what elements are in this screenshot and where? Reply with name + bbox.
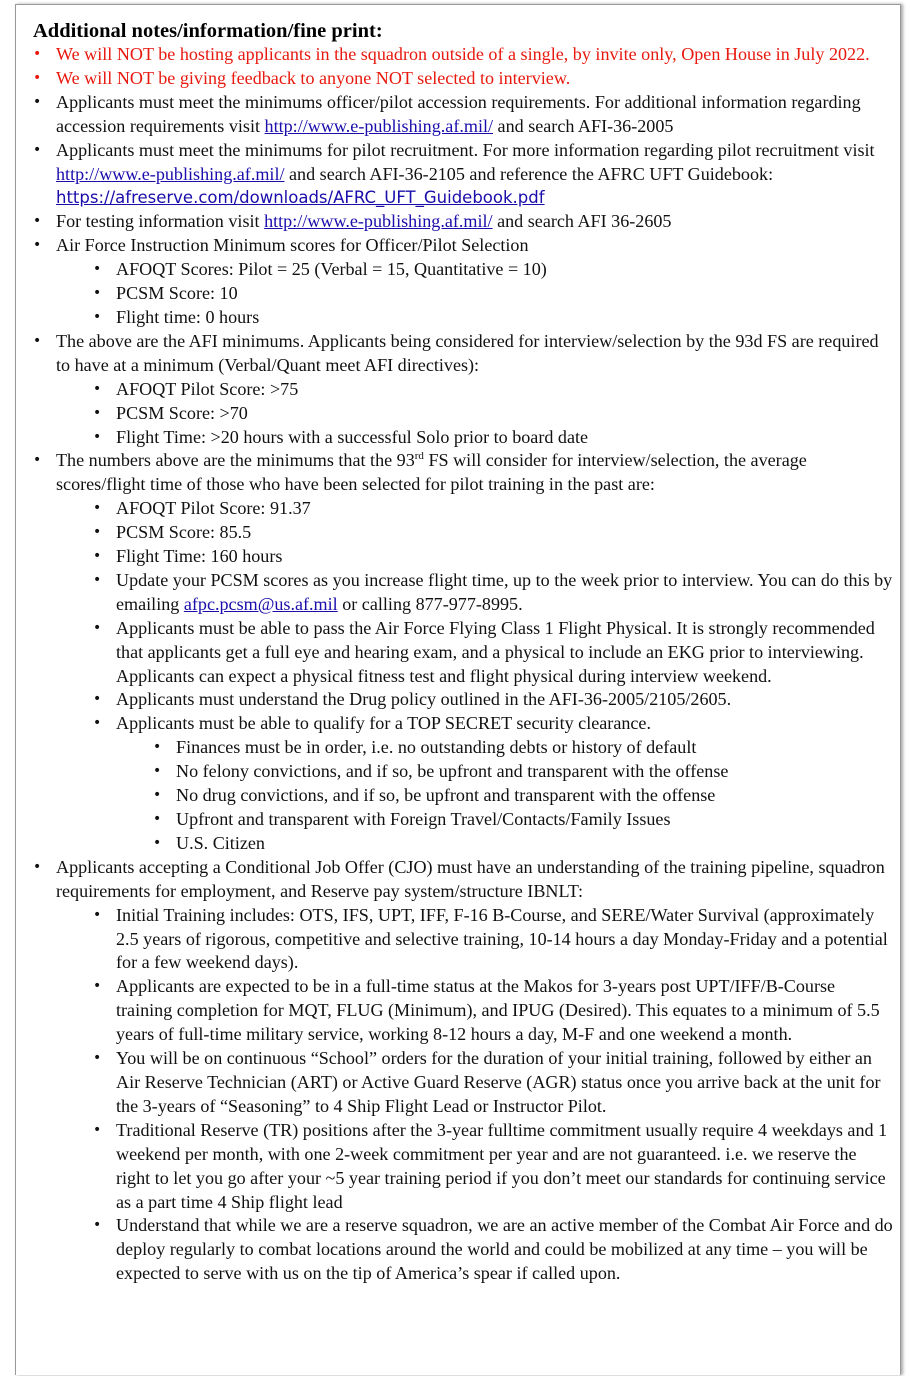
ordinal-suffix: rd [414,450,424,463]
sub-item: • Traditional Reserve (TR) positions after the 3-year fulltime commitment usually require 4 weekdays and 1 weekend per month, with one 2-week commitment per year and are not guaranteed. i.e. we reserve the right to let you go after your ~5 year training period if you don’t meet our standards for continuing service as a part time 4 Ship flight lead [33,1119,895,1215]
sub-item: • Applicants are expected to be in a full-time status at the Makos for 3-years post UPT/IFF/B-Course training completion for MQT, FLUG (Minimum), and IPUG (Desired). This equates to a minimum of 5.5 years of full-time military service, working 8-12 hours a day, M-F and one weekend a month. [33,975,895,1047]
sub-sub-item: • No drug convictions, and if so, be upfront and transparent with the offense [33,784,895,808]
item-text: For testing information visit [56,211,265,232]
list-item-average-scores [33,449,895,855]
sub-item: • PCSM Score: >70 [33,402,895,426]
sub-item-pcsm-update [33,569,895,617]
sub-item: • AFOQT Scores: Pilot = 25 (Verbal = 15, Quantitative = 10) [33,258,895,282]
item-text: Applicants must meet the minimums for pilot recruitment. For more information regarding pilot recruitment visit [56,139,875,160]
item-text: or calling 877-977-8995. [337,593,523,614]
sub-sub-item: • Finances must be in order, i.e. no outstanding debts or history of default [33,736,895,760]
document-page [15,4,901,1375]
sub-sub-item: • No felony convictions, and if so, be upfront and transparent with the offense [33,760,895,784]
list-item-testing [33,210,895,234]
notice-no-feedback: • We will NOT be giving feedback to anyone NOT selected to interview. [33,67,895,91]
item-text: Air Force Instruction Minimum scores for Officer/Pilot Selection [56,235,529,256]
uft-guidebook-link[interactable]: https://afreserve.com/downloads/AFRC_UFT_Guidebook.pdf [56,188,545,208]
sub-item: • Flight Time: 160 hours [33,545,895,569]
sub-item-drug-policy: • Applicants must understand the Drug policy outlined in the AFI-36-2005/2105/2605. [33,688,895,712]
93d-minimums-sublist [56,378,895,450]
item-text: FS will consider for interview/selection, the average scores/flight time of those who have been selected for pilot training in the past are: [56,450,807,495]
item-text: Applicants must meet the minimums officer/pilot accession requirements. For additional information regarding accession requirements visit [56,91,861,136]
list-item-cjo [33,856,895,1286]
notice-open-house: • We will NOT be hosting applicants in the squadron outside of a single, by invite only, Open House in July 2022. [33,43,895,67]
section-heading: Additional notes/information/fine print: [33,20,383,42]
item-text: Applicants must be able to qualify for a TOP SECRET security clearance. [116,713,651,734]
sub-item: • AFOQT Pilot Score: 91.37 [33,497,895,521]
notes-section [33,19,895,1286]
sub-item: • Flight time: 0 hours [33,306,895,330]
item-text: Update your PCSM scores as you increase flight time, up to the week prior to interview. You can do this by emailing [116,569,893,614]
afi-minimums-sublist [56,258,895,330]
epublishing-link[interactable]: http://www.e-publishing.af.mil/ [264,211,493,232]
sub-item-physical: • Applicants must be able to pass the Air Force Flying Class 1 Flight Physical. It is strongly recommended that applicants get a full eye and hearing exam, and a physical to include an EKG prior to interviewing. Applicants can expect a physical fitness test and flight physical during interview weekend. [33,617,895,689]
item-text: and search AFI 36-2605 [492,211,672,232]
sub-item-security-clearance [33,712,895,855]
sub-item: • Flight Time: >20 hours with a successful Solo prior to board date [33,426,895,450]
sub-item: • Understand that while we are a reserve squadron, we are an active member of the Combat Air Force and do deploy regularly to combat locations around the world and could be mobilized at any time – you will be expected to serve with us on the tip of America’s spear if called upon. [33,1214,895,1286]
sub-item: • Initial Training includes: OTS, IFS, UPT, IFF, F-16 B-Course, and SERE/Water Survival (approximately 2.5 years of rigorous, competitive and selective training, 10-14 hours a day Monday-Friday and a potential for a few weekend days). [33,904,895,976]
sub-item: • You will be on continuous “School” orders for the duration of your initial training, followed by either an Air Reserve Technician (ART) or Active Guard Reserve (AGR) status once you arrive back at the unit for the 3-years of “Seasoning” to 4 Ship Flight Lead or Instructor Pilot. [33,1047,895,1119]
epublishing-link[interactable]: http://www.e-publishing.af.mil/ [264,115,494,136]
sub-item: • AFOQT Pilot Score: >75 [33,378,895,402]
pcsm-email-link[interactable]: afpc.pcsm@us.af.mil [183,593,338,614]
list-item-93d-minimums [33,330,895,450]
sub-item: • PCSM Score: 10 [33,282,895,306]
list-item-afi-minimums [33,234,895,330]
sub-sub-item: • U.S. Citizen [33,832,895,856]
clearance-sublist [116,736,895,856]
item-text: The above are the AFI minimums. Applicants being considered for interview/selection by the 93d FS are required to have at a minimum (Verbal/Quant meet AFI directives): [56,330,879,375]
sub-sub-item: • Upfront and transparent with Foreign Travel/Contacts/Family Issues [33,808,895,832]
epublishing-link[interactable]: http://www.e-publishing.af.mil/ [56,163,285,184]
item-text: and search AFI-36-2105 and reference the AFRC UFT Guidebook: [284,163,774,184]
list-item-pilot-recruitment [33,139,895,211]
average-scores-sublist [56,497,895,856]
item-text: The numbers above are the minimums that the 93 [56,450,415,471]
item-text: and search AFI-36-2005 [493,115,674,136]
list-item-accession [33,91,895,139]
cjo-sublist [56,904,895,1287]
item-text: Applicants accepting a Conditional Job Offer (CJO) must have an understanding of the training pipeline, squadron requirements for employment, and Reserve pay system/structure IBNLT: [56,856,885,901]
sub-item: • PCSM Score: 85.5 [33,521,895,545]
notes-list [33,43,895,1286]
